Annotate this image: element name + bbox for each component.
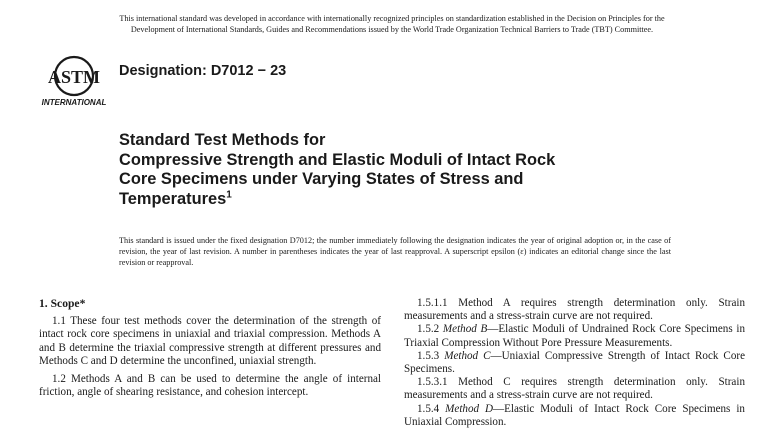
paragraph-1-5-1-1: 1.5.1.1 Method A requires strength determination only. Strain measurements and a stress-strain curve are not required. <box>404 297 745 323</box>
scope-heading: 1. Scope* <box>39 297 86 310</box>
para-text: —Uniaxial Compressive Strength of Intact Rock Core Specimens. <box>404 349 746 376</box>
title-footnote-mark[interactable]: 1 <box>226 189 232 201</box>
astm-logo <box>38 52 112 108</box>
paragraph-1-5-3-1: 1.5.3.1 Method C requires strength determination only. Strain measurements and a stress-strain curve are not required. <box>404 376 745 402</box>
logo-text: INTERNATIONAL <box>41 98 107 107</box>
standards-notice <box>40 14 744 35</box>
logo-letters: ASTM <box>47 67 101 87</box>
method-c-label: Method C <box>444 349 491 362</box>
title-line-4-text: Temperatures <box>119 189 227 208</box>
notice-line-2: Development of International Standards, Guides and Recommendations issued by the World Trade Organization Technical Barriers to Trade (TBT) Committee. <box>130 24 654 34</box>
right-column <box>404 297 745 429</box>
para-number: 1.5.2 <box>417 323 443 336</box>
title-line-2: Compressive Strength and Elastic Moduli of Intact Rock <box>119 150 556 169</box>
para-text: —Elastic Moduli of Undrained Rock Core Specimens in Triaxial Compression Without Pore Pressure Measurements. <box>404 323 745 349</box>
issued-note: This standard is issued under the fixed designation D7012; the number immediately following the designation indicates the year of original adoption or, in the case of revision, the year of last revision. A number in parentheses indicates the year of last reapproval. A superscript epsilon (ε) indicates an editorial change since the last revision or reapproval. <box>119 236 671 267</box>
document-title <box>119 131 555 209</box>
paragraph-1-5-4 <box>404 403 745 429</box>
designation: Designation: D7012 − 23 <box>119 63 287 79</box>
notice-line-1: This international standard was developed in accordance with internationally recognized principles on standardization established in the Decision on Principles for the <box>119 14 665 23</box>
method-d-label: Method D <box>445 402 494 415</box>
paragraph-1-1: 1.1 These four test methods cover the determination of the strength of intact rock core specimens in uniaxial and triaxial compression. Methods A and B determine the triaxial compressive strength at different pressures and Methods C and D determine the unconfined, uniaxial strength. <box>39 315 381 367</box>
method-b-label: Method B <box>442 323 488 336</box>
title-line-1: Standard Test Methods for <box>119 131 326 149</box>
left-column <box>39 297 381 399</box>
paragraph-1-2: 1.2 Methods A and B can be used to determine the angle of internal friction, angle of shearing resistance, and cohesion intercept. <box>39 373 381 399</box>
title-line-3: Core Specimens under Varying States of Stress and <box>119 170 524 189</box>
paragraph-1-5-3 <box>404 350 745 376</box>
paragraph-1-5-2 <box>404 323 745 349</box>
title-line-4 <box>119 190 555 210</box>
para-number: 1.5.4 <box>417 402 446 415</box>
para-number: 1.5.3 <box>417 349 445 362</box>
para-text: —Elastic Moduli of Intact Rock Core Specimens in Uniaxial Compression. <box>404 402 745 428</box>
